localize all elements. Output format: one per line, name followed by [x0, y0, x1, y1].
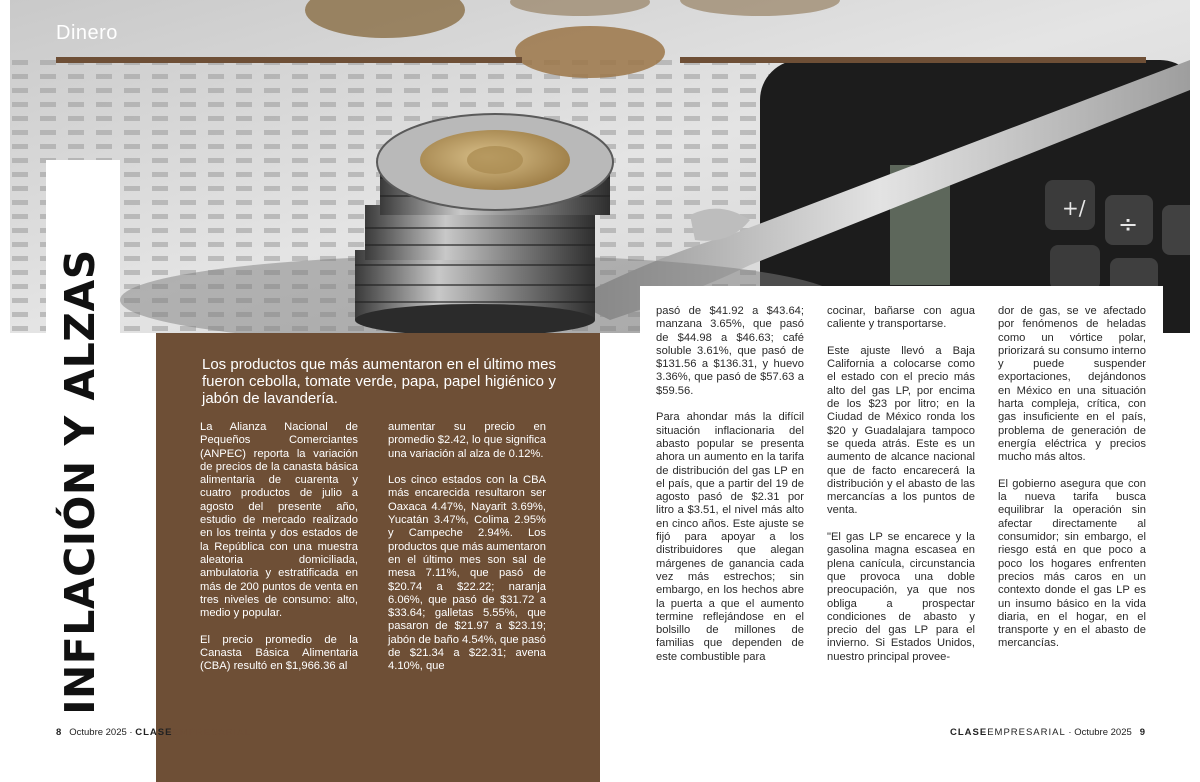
- body-paragraph: aumentar su precio en promedio $2.42, lo que significa una variación al alza de 0.12%.: [388, 421, 546, 460]
- hero-photo: [10, 0, 1190, 333]
- body-column-5: [998, 305, 1146, 651]
- lead-paragraph: Los productos que más aumentaron en el último mes fueron cebolla, tomate verde, papa, papel higiénico y jabón de lavandería.: [202, 356, 556, 407]
- body-paragraph: pasó de $41.92 a $43.64; manzana 3.65%, que pasó de $44.98 a $46.63; café soluble 3.61%, que pasó de $131.56 a $136.31, y huevo 3.36%, que pasó de $57.63 a $59.56.: [656, 305, 804, 397]
- coin-stack-icon: [355, 114, 613, 333]
- body-column-4: [827, 305, 975, 664]
- body-paragraph: Este ajuste llevó a Baja California a colocarse como el estado con el precio más alto del gas LP, por encima de los $23 por litro; en la Ciudad de México ronda los $20 y Guadalajara tampoco se queda atrás. Este es un aumento de alcance nacional que de facto encarecerá la distribución y el abasto de las mercancías a los puntos de venta.: [827, 344, 975, 517]
- svg-text:÷: ÷: [1118, 210, 1139, 238]
- footer-brand-light-right: EMPRESARIAL: [987, 727, 1066, 738]
- body-column-1: [200, 421, 358, 674]
- footer-brand-light-left: EMPRESARIAL: [172, 727, 252, 738]
- footer-brand-bold-right: CLASE: [949, 727, 988, 738]
- body-column-2: [388, 421, 546, 674]
- body-paragraph: Los cinco estados con la CBA más encarecida resultaron ser Oaxaca 4.47%, Nayarit 3.69%, Yucatán 3.47%, Colima 2.95% y Campeche 2.94%. Los productos que más aumentaron en el último mes son sal de mesa 7.11%, que pasó de $20.74 a $22.22; naranja 6.06%, que pasó de $31.72 a $33.64; galletas 5.55%, que pasaron de $21.97 a $23.19; jabón de baño 4.54%, que pasó de $21.34 a $22.31; avena 4.10%, que: [388, 474, 547, 673]
- body-paragraph: dor de gas, se ve afectado por fenómenos de heladas como un vórtice polar, priorizará su consumo interno y puede suspender exportaciones, dejándonos en México en una situación harta compleja, crítica, con gas insuficiente en el país, problema de generación de energía eléctrica y precios mucho más altos.: [998, 305, 1146, 464]
- body-paragraph: "El gas LP se encarece y la gasolina magna escasea en plena canícula, circunstancia que provoca una doble preocupación, ya que nos obliga a prospectar condiciones de abasto y precio del gas LP para el invierno. Si Estados Unidos, nuestro principal provee-: [827, 531, 975, 663]
- article-title-text: INFLACIÓN Y ALZAS: [56, 249, 104, 715]
- footer-left: [56, 727, 251, 738]
- page-number-right: 9: [1139, 727, 1145, 738]
- section-label: Dinero: [56, 22, 118, 44]
- body-paragraph: La Alianza Nacional de Pequeños Comerciantes (ANPEC) reporta la variación de precios de la canasta básica alimentaria de cuarenta y cuatro productos de julio a agosto del presente año, estudio de mercado realizado en los treinta y dos estados de la República con una muestra aleatoria domiciliada, ambulatoria y estratificada en más de 200 puntos de venta en tres niveles de consumo: alto, medio y popular.: [200, 421, 358, 620]
- page-number-left: 8: [56, 727, 62, 738]
- header-rule-right: [680, 57, 1146, 63]
- footer-issue-left: Octubre 2025 ·: [69, 727, 133, 738]
- body-paragraph: cocinar, bañarse con agua caliente y transportarse.: [827, 305, 975, 331]
- body-paragraph: Para ahondar más la difícil situación inflacionaria del abasto popular se presenta ahora un aumento en la tarifa de distribución del gas LP en el país, que a partir del 19 de agosto pasó de $2.31 por litro a $3.51, el nivel más alto en cinco años. Este ajuste se fijó para apoyar a los distribuidores que alegan márgenes de ganancia cada vez más estrechos; sin embargo, en los hechos abre la puerta a que el aumento termine reflejándose en el bolsillo de millones de familias que dependen de este combustible para: [656, 411, 804, 663]
- body-paragraph: El precio promedio de la Canasta Básica Alimentaria (CBA) resultó en $1,966.36 al: [200, 633, 358, 673]
- footer-issue-right: · Octubre 2025: [1068, 727, 1132, 738]
- body-paragraph: El gobierno asegura que con la nueva tarifa busca equilibrar la operación sin afectar directamente al consumidor; sin embargo, el riesgo está en que poco a poco los hogares enfrenten precios más caros en un contexto donde el gas LP es un insumo básico en la vida diaria, en el hogar, en el transporte y en el abasto de mercancías.: [998, 477, 1146, 650]
- svg-text:+/: +/: [1062, 196, 1086, 220]
- article-title: [40, 249, 120, 715]
- footer-brand-bold-left: CLASE: [135, 727, 173, 738]
- footer-right: [950, 727, 1145, 738]
- header-rule-left: [56, 57, 522, 63]
- body-column-3: [656, 305, 804, 664]
